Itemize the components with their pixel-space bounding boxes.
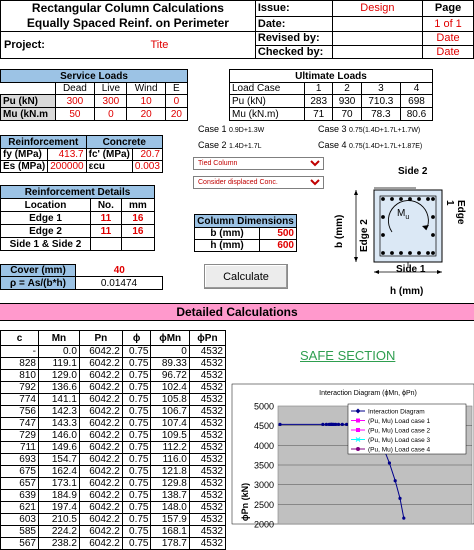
table-cell: 138.7 <box>151 490 189 502</box>
table-cell: 96.72 <box>151 370 189 382</box>
table-cell: 0.75 <box>122 490 151 502</box>
table-cell: 0.75 <box>122 346 151 358</box>
table-row <box>1 454 226 466</box>
table-cell: 6042.2 <box>79 454 122 466</box>
table-cell: 774 <box>1 394 39 406</box>
series-point <box>345 423 348 426</box>
row-label-pu: Pu (kN) <box>1 95 56 108</box>
table-row <box>1 538 226 550</box>
table-cell: 567 <box>1 538 39 550</box>
y-tick-label: 4500 <box>253 421 274 432</box>
table-cell: 6042.2 <box>79 502 122 514</box>
table-cell: 141.1 <box>38 394 79 406</box>
table-cell: 6042.2 <box>79 382 122 394</box>
table-cell: 148.0 <box>151 502 189 514</box>
legend-entry: (Pu, Mu) Load case 1 <box>368 418 431 425</box>
col-case-2: 2 <box>333 83 361 95</box>
table-cell: 129.8 <box>151 478 189 490</box>
table-cell: 0.75 <box>122 358 151 370</box>
y-tick-label: 5000 <box>253 401 274 412</box>
calculate-button[interactable]: Calculate <box>204 264 288 289</box>
table-cell: 0.75 <box>122 418 151 430</box>
col-c: c <box>1 331 39 346</box>
b-arrow-top <box>354 190 358 195</box>
table-cell: 0.75 <box>122 370 151 382</box>
table-row <box>1 430 226 442</box>
series-point <box>398 497 401 500</box>
table-cell: 4532 <box>189 370 225 382</box>
case-3-formula: 0.75(1.4D+1.7L+1.7W) <box>349 127 421 134</box>
materials-table <box>0 135 163 173</box>
table-cell: 6042.2 <box>79 346 122 358</box>
table-cell: 157.9 <box>151 514 189 526</box>
table-cell: 747 <box>1 418 39 430</box>
case-4-formula: 0.75(1.4D+1.7L+1.87E) <box>349 143 423 150</box>
case-2-formula: 1.4D+1.7L <box>229 143 262 150</box>
table-cell: 6042.2 <box>79 478 122 490</box>
interaction-chart <box>232 384 474 530</box>
case-3-label: Case 3 <box>318 124 347 134</box>
table-row <box>1 370 226 382</box>
edge-2-mm[interactable]: 16 <box>121 225 154 238</box>
pu-e[interactable]: 0 <box>165 95 187 108</box>
table-cell: 4532 <box>189 526 225 538</box>
table-row <box>1 358 226 370</box>
ultimate-loads-table <box>229 69 433 121</box>
table-cell: 693 <box>1 454 39 466</box>
ult-pu-3: 710.3 <box>361 95 400 108</box>
series-point <box>402 517 405 520</box>
service-loads-title: Service Loads <box>1 70 188 83</box>
series-point <box>388 461 391 464</box>
edge-1-label: Edge 1 <box>1 212 91 225</box>
title-line-1: Rectangular Column Calculations <box>31 1 224 15</box>
table-cell: 6042.2 <box>79 358 122 370</box>
table-cell: 238.2 <box>38 538 79 550</box>
col-no: No. <box>91 199 122 212</box>
pu-live[interactable]: 300 <box>95 95 127 108</box>
table-cell: 184.9 <box>38 490 79 502</box>
table-cell: 106.7 <box>151 406 189 418</box>
mu-wind[interactable]: 20 <box>127 108 165 121</box>
table-cell: 4532 <box>189 490 225 502</box>
ecu-label: εcu <box>86 161 132 173</box>
table-cell: 4532 <box>189 538 225 550</box>
table-cell: 4532 <box>189 430 225 442</box>
date-value[interactable] <box>332 16 422 32</box>
column-type-select[interactable] <box>193 157 324 170</box>
case-4-label: Case 4 <box>318 140 347 150</box>
ult-pu-2: 930 <box>333 95 361 108</box>
side2-label: Side 2 <box>398 166 428 177</box>
b-value[interactable]: 500 <box>260 228 297 240</box>
table-cell: 89.33 <box>151 358 189 370</box>
edge2-label: Edge 2 <box>359 219 370 252</box>
col-case-4: 4 <box>400 83 432 95</box>
ult-pu-label: Pu (kN) <box>230 95 305 108</box>
page-label: Page <box>423 1 474 17</box>
mu-label <box>397 208 409 221</box>
ult-mu-3: 78.3 <box>361 108 400 121</box>
chart-title: Interaction Diagram (ϕMn, ϕPn) <box>319 390 417 397</box>
table-cell: 142.3 <box>38 406 79 418</box>
col-location: Location <box>1 199 91 212</box>
case-formulas-right <box>318 122 422 154</box>
h-label-diagram: h (mm) <box>390 286 424 297</box>
col-case-3: 3 <box>361 83 400 95</box>
col-mn: Mn <box>38 331 79 346</box>
reinf-details-title: Reinforcement Details <box>1 186 155 199</box>
ult-pu-4: 698 <box>400 95 432 108</box>
table-cell: 0.75 <box>122 406 151 418</box>
table-cell: 197.4 <box>38 502 79 514</box>
table-cell: 0.75 <box>122 454 151 466</box>
table-cell: - <box>1 346 39 358</box>
mu-subscript: u <box>405 214 410 221</box>
revised-label: Revised by: <box>255 32 332 46</box>
col-e: E <box>165 83 187 95</box>
mu-main: M <box>397 208 406 219</box>
table-row <box>1 382 226 394</box>
y-tick-label: 4000 <box>253 440 274 451</box>
table-row <box>1 466 226 478</box>
table-row <box>1 442 226 454</box>
fy-value[interactable]: 413.7 <box>48 149 86 161</box>
table-cell: 109.5 <box>151 430 189 442</box>
h-arrow-right <box>437 270 442 274</box>
table-row <box>1 526 226 538</box>
table-cell: 621 <box>1 502 39 514</box>
table-cell: 162.4 <box>38 466 79 478</box>
date-label: Date: <box>255 16 332 32</box>
table-cell: 136.6 <box>38 382 79 394</box>
table-cell: 143.3 <box>38 418 79 430</box>
table-cell: 4532 <box>189 502 225 514</box>
y-tick-label: 2500 <box>253 499 274 510</box>
column-section-diagram <box>330 160 474 302</box>
fc-value[interactable]: 20.7 <box>132 149 162 161</box>
column-dims-table <box>194 214 297 252</box>
header-table <box>0 0 474 59</box>
issue-value[interactable]: Design <box>332 1 422 17</box>
table-cell: 210.5 <box>38 514 79 526</box>
table-cell: 149.6 <box>38 442 79 454</box>
series-point <box>325 423 328 426</box>
sheet-title <box>1 1 256 32</box>
table-cell: 603 <box>1 514 39 526</box>
table-cell: 0.75 <box>122 382 151 394</box>
table-cell: 4532 <box>189 394 225 406</box>
case-formulas-left <box>198 122 264 154</box>
mu-live[interactable]: 0 <box>95 108 127 121</box>
b-label: b (mm) <box>195 228 260 240</box>
series-point <box>321 423 324 426</box>
table-cell: 107.4 <box>151 418 189 430</box>
ult-mu-4: 80.6 <box>400 108 432 121</box>
project-label: Project: <box>4 39 45 51</box>
col-case-1: 1 <box>305 83 333 95</box>
table-cell: 4532 <box>189 418 225 430</box>
table-cell: 675 <box>1 466 39 478</box>
cover-value[interactable]: 40 <box>76 265 163 277</box>
table-cell: 0.75 <box>122 502 151 514</box>
rho-value: 0.01474 <box>76 277 163 290</box>
table-cell: 168.1 <box>151 526 189 538</box>
series-point <box>337 423 340 426</box>
column-dims-title: Column Dimensions <box>195 215 297 228</box>
edge-1-no[interactable]: 11 <box>91 212 122 225</box>
col-load-case: Load Case <box>230 83 305 95</box>
safe-section-status: SAFE SECTION <box>300 348 396 363</box>
checked-label: Checked by: <box>255 45 332 59</box>
fc-label: fc' (MPa) <box>86 149 132 161</box>
table-cell: 102.4 <box>151 382 189 394</box>
table-cell: 729 <box>1 430 39 442</box>
y-tick-label: 2000 <box>253 519 274 530</box>
col-dead: Dead <box>55 83 95 95</box>
table-cell: 639 <box>1 490 39 502</box>
b-label-diagram: b (mm) <box>334 214 345 248</box>
table-cell: 4532 <box>189 514 225 526</box>
es-label: Es (MPa) <box>1 161 48 173</box>
table-cell: 0.75 <box>122 430 151 442</box>
sides-mm[interactable] <box>121 238 154 251</box>
h-arrow-left <box>374 270 379 274</box>
y-tick-label: 3500 <box>253 460 274 471</box>
concrete-title: Concrete <box>86 136 162 149</box>
series-point <box>394 479 397 482</box>
project-value[interactable]: Tite <box>150 39 169 51</box>
table-cell: 121.8 <box>151 466 189 478</box>
table-cell: 4532 <box>189 406 225 418</box>
table-cell: 154.7 <box>38 454 79 466</box>
table-cell: 0.75 <box>122 466 151 478</box>
table-row <box>1 502 226 514</box>
table-cell: 0.75 <box>122 538 151 550</box>
table-cell: 4532 <box>189 466 225 478</box>
table-cell: 4532 <box>189 478 225 490</box>
table-cell: 828 <box>1 358 39 370</box>
displaced-concrete-select[interactable] <box>193 176 324 189</box>
ult-mu-1: 71 <box>305 108 333 121</box>
ult-pu-1: 283 <box>305 95 333 108</box>
edge-2-no[interactable]: 11 <box>91 225 122 238</box>
reinforcement-title: Reinforcement <box>1 136 87 149</box>
table-cell: 224.2 <box>38 526 79 538</box>
table-row <box>1 490 226 502</box>
table-cell: 116.0 <box>151 454 189 466</box>
table-cell: 6042.2 <box>79 526 122 538</box>
cover-label: Cover (mm) <box>1 265 76 277</box>
ecu-value[interactable]: 0.003 <box>132 161 162 173</box>
table-cell: 0.75 <box>122 478 151 490</box>
table-cell: 0.75 <box>122 526 151 538</box>
title-line-2: Equally Spaced Reinf. on Perimeter <box>26 16 229 30</box>
mu-dead[interactable]: 50 <box>55 108 95 121</box>
ult-mu-2: 70 <box>333 108 361 121</box>
detailed-calculations-title: Detailed Calculations <box>0 303 474 321</box>
case-1-formula: 0.9D+1.3W <box>229 127 265 134</box>
series-point <box>341 423 344 426</box>
table-cell: 6042.2 <box>79 514 122 526</box>
table-cell: 0.75 <box>122 514 151 526</box>
table-cell: 0.0 <box>38 346 79 358</box>
service-loads-table <box>0 69 188 121</box>
col-mm: mm <box>121 199 154 212</box>
pu-dead[interactable]: 300 <box>55 95 95 108</box>
mu-e[interactable]: 20 <box>165 108 187 121</box>
sides-label: Side 1 & Side 2 <box>1 238 91 251</box>
detailed-header-row <box>1 331 226 346</box>
table-cell: 129.0 <box>38 370 79 382</box>
table-cell: 711 <box>1 442 39 454</box>
table-cell: 173.1 <box>38 478 79 490</box>
b-arrow-bottom <box>354 257 358 262</box>
legend-entry: (Pu, Mu) Load case 2 <box>368 427 431 435</box>
table-cell: 4532 <box>189 454 225 466</box>
table-cell: 6042.2 <box>79 538 122 550</box>
cover-table <box>0 264 163 290</box>
legend-marker <box>356 419 360 423</box>
pu-wind[interactable]: 10 <box>127 95 165 108</box>
edge1-label: Edge 1 <box>444 200 466 225</box>
series-point <box>334 423 337 426</box>
checked-date[interactable]: Date <box>423 45 474 59</box>
table-cell: 792 <box>1 382 39 394</box>
col-live: Live <box>95 83 127 95</box>
series-point <box>278 423 281 426</box>
table-cell: 0.75 <box>122 394 151 406</box>
table-cell: 146.0 <box>38 430 79 442</box>
col-phipn: ϕPn <box>189 331 225 346</box>
table-cell: 6042.2 <box>79 406 122 418</box>
y-axis-label: ϕPn (kN) <box>240 482 250 522</box>
col-phi: ϕ <box>122 331 151 346</box>
table-cell: 105.8 <box>151 394 189 406</box>
legend-marker <box>356 428 360 432</box>
table-row <box>1 418 226 430</box>
revised-date[interactable]: Date <box>423 32 474 46</box>
table-cell: 6042.2 <box>79 418 122 430</box>
detailed-table-body <box>1 346 226 550</box>
table-cell: 810 <box>1 370 39 382</box>
col-pn: Pn <box>79 331 122 346</box>
page-value: 1 of 1 <box>423 16 474 32</box>
y-tick-label: 3000 <box>253 480 274 491</box>
table-cell: 4532 <box>189 382 225 394</box>
table-cell: 119.1 <box>38 358 79 370</box>
table-cell: 0 <box>151 346 189 358</box>
edge-1-mm[interactable]: 16 <box>121 212 154 225</box>
checked-value-cell[interactable] <box>332 45 422 59</box>
table-cell: 6042.2 <box>79 466 122 478</box>
table-row <box>1 346 226 358</box>
table-cell: 6042.2 <box>79 394 122 406</box>
legend-entry: Interaction Diagram <box>368 408 425 416</box>
legend-marker <box>356 447 360 451</box>
detailed-table <box>0 330 226 550</box>
case-2-label: Case 2 <box>198 140 227 150</box>
h-label: h (mm) <box>195 240 260 252</box>
es-value[interactable]: 200000 <box>48 161 86 173</box>
table-cell: 6042.2 <box>79 442 122 454</box>
edge-2-label: Edge 2 <box>1 225 91 238</box>
table-cell: 6042.2 <box>79 490 122 502</box>
table-row <box>1 478 226 490</box>
reinf-details-table <box>0 185 155 251</box>
rho-label: ρ = As/(b*h) <box>1 277 76 290</box>
table-cell: 6042.2 <box>79 430 122 442</box>
table-cell: 178.7 <box>151 538 189 550</box>
table-row <box>1 406 226 418</box>
table-cell: 6042.2 <box>79 370 122 382</box>
fy-label: fy (MPa) <box>1 149 48 161</box>
issue-label: Issue: <box>255 1 332 17</box>
table-cell: 112.2 <box>151 442 189 454</box>
col-wind: Wind <box>127 83 165 95</box>
ultimate-loads-title: Ultimate Loads <box>230 70 433 83</box>
table-row <box>1 514 226 526</box>
row-label-mu: Mu (kN.m <box>1 108 56 121</box>
h-value[interactable]: 600 <box>260 240 297 252</box>
case-1-label: Case 1 <box>198 124 227 134</box>
table-cell: 4532 <box>189 346 225 358</box>
side1-label: Side 1 <box>396 264 426 275</box>
table-cell: 4532 <box>189 358 225 370</box>
table-cell: 756 <box>1 406 39 418</box>
table-cell: 657 <box>1 478 39 490</box>
col-phimn: ϕMn <box>151 331 189 346</box>
legend-entry: (Pu, Mu) Load case 3 <box>368 437 431 444</box>
legend-entry: (Pu, Mu) Load case 4 <box>368 446 431 454</box>
ult-mu-label: Mu (kN.m) <box>230 108 305 121</box>
table-row <box>1 394 226 406</box>
sides-no[interactable] <box>91 238 122 251</box>
table-cell: 4532 <box>189 442 225 454</box>
table-cell: 585 <box>1 526 39 538</box>
revised-value-cell[interactable] <box>332 32 422 46</box>
table-cell: 0.75 <box>122 442 151 454</box>
